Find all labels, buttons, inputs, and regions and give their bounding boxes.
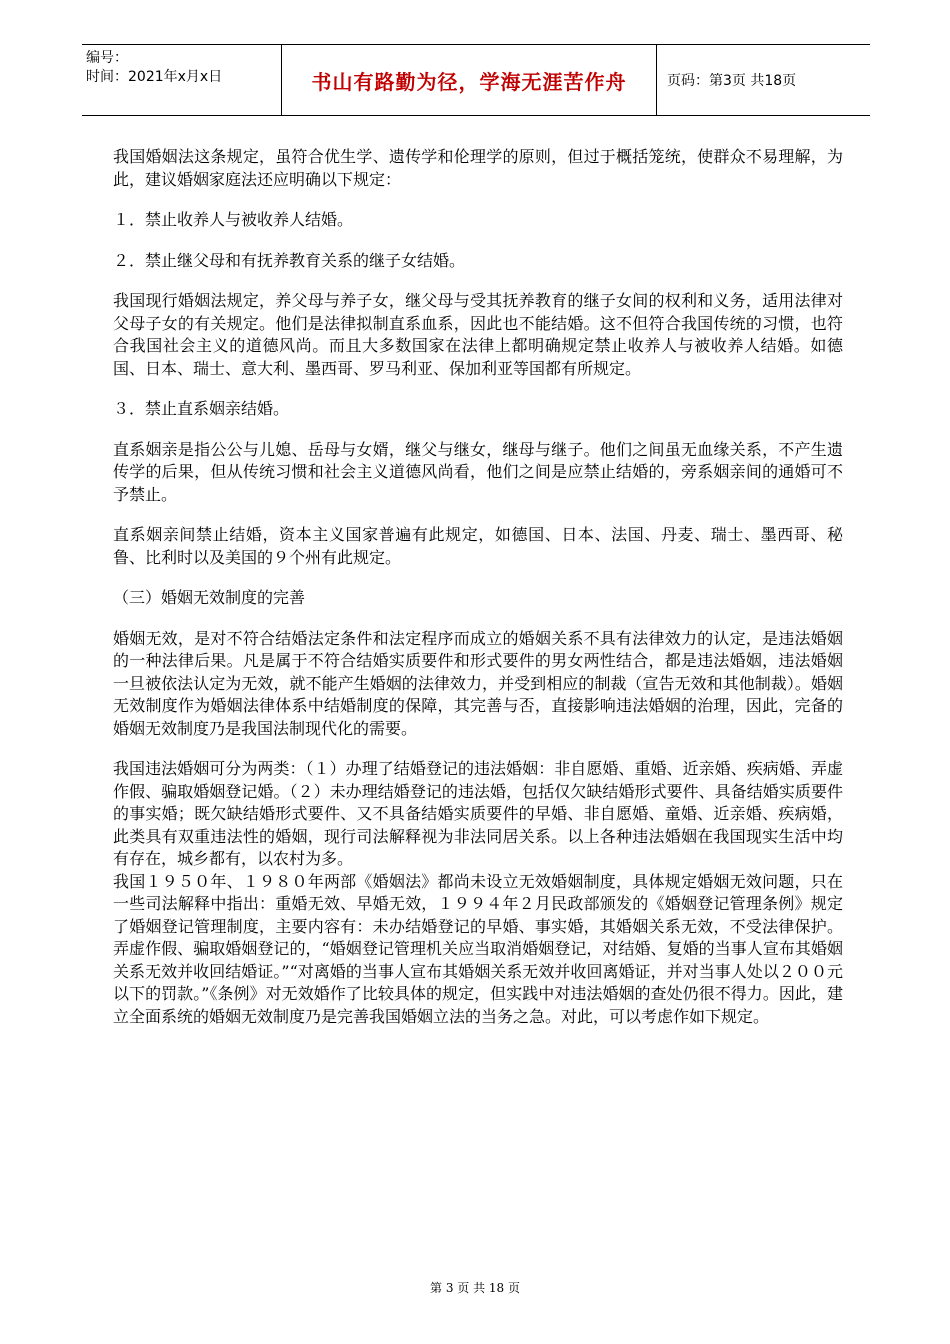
document-code-label: 编号： (86, 50, 128, 66)
document-time-label: 时间：2021年x月x日 (86, 69, 223, 85)
page-header (82, 44, 870, 116)
body-paragraph: 我国违法婚姻可分为两类：（１）办理了结婚登记的违法婚姻：非自愿婚、重婚、近亲婚、疾病婚、弄虚作假、骗取婚姻登记婚。（２）未办理结婚登记的违法婚，包括仅欠缺结婚形式要件、具备结婚实质要件的事实婚；既欠缺结婚形式要件、又不具备结婚实质要件的早婚、非自愿婚、童婚、近亲婚、疾病婚，此类具有双重违法性的婚姻，现行司法解释视为非法同居关系。以上各种违法婚姻在我国现实生活中均有存在，城乡都有，以农村为多。 (113, 759, 843, 868)
body-paragraph: 婚姻无效，是对不符合结婚法定条件和法定程序而成立的婚姻关系不具有法律效力的认定，是违法婚姻的一种法律后果。凡是属于不符合结婚实质要件和形式要件的男女两性结合，都是违法婚姻，违法婚姻一旦被依法认定为无效，就不能产生婚姻的法律效力，并受到相应的制裁（宣告无效和其他制裁）。婚姻无效制度作为婚姻法律体系中结婚制度的保障，其完善与否，直接影响违法婚姻的治理，因此，完备的婚姻无效制度乃是我国法制现代化的需要。 (113, 628, 843, 738)
list-item: ２．禁止继父母和有抚养教育关系的继子女结婚。 (113, 250, 466, 270)
body-paragraph: 我国现行婚姻法规定，养父母与养子女，继父母与受其抚养教育的继子女间的权利和义务，适用法律对父母子女的有关规定。他们是法律拟制直系血系，因此也不能结婚。这不但符合我国传统的习惯，也符合我国社会主义的道德风尚。而且大多数国家在法律上都明确规定禁止收养人与被收养人结婚。如德国、日本、瑞士、意大利、墨西哥、罗马利亚、保加利亚等国都有所规定。 (113, 291, 843, 378)
body-paragraph: 直系姻亲是指公公与儿媳、岳母与女婿，继父与继女，继母与继子。他们之间虽无血缘关系，不产生遗传学的后果，但从传统习惯和社会主义道德风尚看，他们之间是应禁止结婚的，旁系姻亲间的通婚可不予禁止。 (113, 439, 843, 504)
list-item: ３．禁止直系姻亲结婚。 (113, 399, 290, 418)
body-paragraph: 我国婚姻法这条规定，虽符合优生学、遗传学和伦理学的原则，但过于概括笼统，使群众不易理解，为此，建议婚姻家庭法还应明确以下规定： (113, 147, 843, 189)
header-meta (82, 45, 282, 115)
header-motto: 书山有路勤为径，学海无涯苦作舟 (282, 45, 657, 115)
body-paragraph: 直系姻亲间禁止结婚，资本主义国家普遍有此规定，如德国、日本、法国、丹麦、瑞士、墨西哥、秘鲁、比利时以及美国的９个州有此规定。 (113, 525, 843, 567)
section-heading: （三）婚姻无效制度的完善 (113, 588, 306, 607)
document-body (113, 146, 843, 1046)
page-footer: 第 3 页 共 18 页 (430, 1281, 520, 1295)
list-item: １．禁止收养人与被收养人结婚。 (113, 210, 354, 229)
body-paragraph: 我国１９５０年、１９８０年两部《婚姻法》都尚未设立无效婚姻制度，具体规定婚姻无效问题，只在一些司法解释中指出：重婚无效、早婚无效，１９９４年２月民政部颁发的《婚姻登记管理条例》规定了婚姻登记管理制度，主要内容有：未办结婚登记的早婚、事实婚，其婚姻关系无效，不受法律保护。弄虚作假、骗取婚姻登记的，“婚姻登记管理机关应当取消婚姻登记，对结婚、复婚的当事人宣布其婚姻关系无效并收回结婚证。”“对离婚的当事人宣布其婚姻关系无效并收回离婚证，并对当事人处以２００元以下的罚款。”《条例》对无效婚作了比较具体的规定，但实践中对违法婚姻的查处仍很不得力。因此，建立全面系统的婚姻无效制度乃是完善我国婚姻立法的当务之急。对此，可以考虑作如下规定。 (113, 871, 843, 1026)
header-page-info: 页码：第3页 共18页 (667, 73, 797, 89)
